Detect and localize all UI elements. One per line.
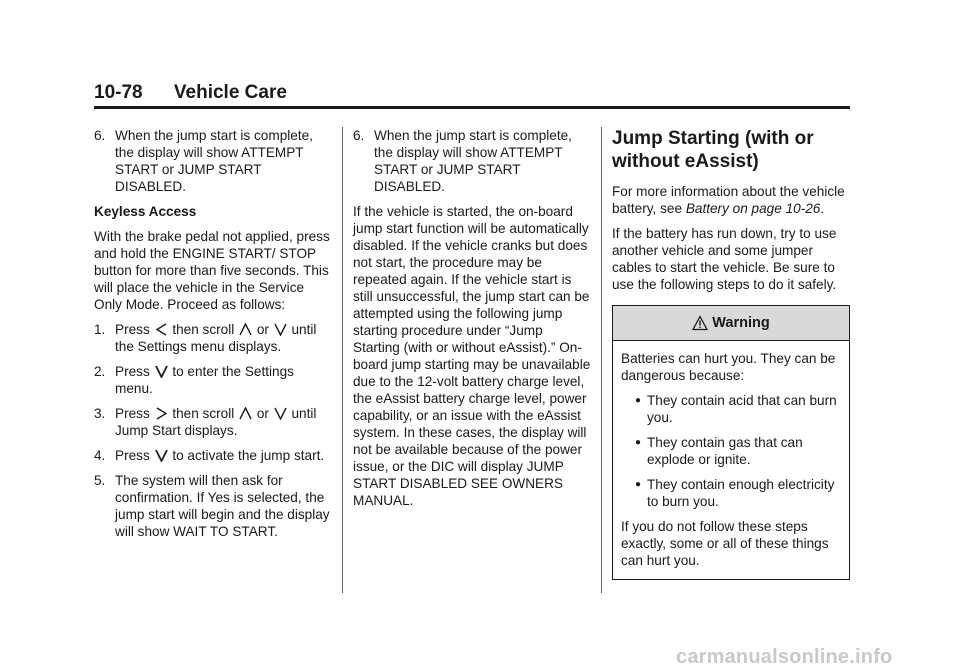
warning-intro: Batteries can hurt you. They can be dangerous because: xyxy=(621,351,836,383)
bullet-dot: ● xyxy=(635,479,642,490)
checkmark-icon xyxy=(155,365,168,378)
more-info-paragraph xyxy=(612,183,850,217)
step-number: 6. xyxy=(353,128,365,143)
section-title: Vehicle Care xyxy=(173,82,287,103)
chevron-left-icon xyxy=(155,323,168,336)
step-text: When the jump start is complete, the display will show ATTEMPT START or JUMP START DISABLED. xyxy=(374,128,572,194)
page-number: 10-78 xyxy=(94,82,143,103)
column-1 xyxy=(94,127,332,548)
battery-rundown-paragraph: If the battery has run down, try to use another vehicle and some jumper cables to start the vehicle. Be sure to use the following steps to do it safely. xyxy=(612,226,837,292)
step-word: until the Settings menu displays. xyxy=(115,322,317,354)
onboard-jump-start-paragraph: If the vehicle is started, the on-board jump start function will be automatically disabled. If the vehicle cranks but does not start, the procedure may be repeated again. If the vehicle start is still unsuccessful, the jump start can be attempted using the following jump starting procedure under “Jump Starting (with or without eAssist).” On-board jump starting may be unavailable due to the 12-volt battery charge level, the eAssist battery charge level, power capability, or an issue with the eAssist system. In these cases, the display will not be available because of the power issue, or the DIC will display JUMP START DISABLED SEE OWNERS MANUAL. xyxy=(353,204,591,508)
warning-bullet xyxy=(635,476,841,510)
step-text xyxy=(115,363,332,397)
warning-bullet xyxy=(635,392,841,426)
step-word: Press xyxy=(115,364,150,379)
chevron-up-icon xyxy=(239,407,252,420)
step-6 xyxy=(353,127,591,195)
watermark: carmanualsonline.info xyxy=(676,646,893,668)
bullet-text: They contain acid that can burn you. xyxy=(647,393,837,425)
step-text xyxy=(115,447,332,464)
step-word: or xyxy=(256,322,269,337)
step-text: When the jump start is complete, the display will show ATTEMPT START or JUMP START DISABLED. xyxy=(115,128,313,194)
battery-page-reference: Battery on page 10-26 xyxy=(685,201,821,216)
column-divider xyxy=(342,127,343,593)
step-5 xyxy=(94,472,332,540)
step-word: to activate the jump start. xyxy=(172,448,325,463)
step-4 xyxy=(94,447,332,464)
step-word: to enter the Settings menu. xyxy=(115,364,294,396)
step-text xyxy=(115,321,332,355)
step-word: or xyxy=(256,406,269,421)
step-text: The system will then ask for confirmation. If Yes is selected, the jump start will begin and the display will show WAIT TO START. xyxy=(115,473,330,539)
page-header xyxy=(94,82,850,109)
step-number: 1. xyxy=(94,322,106,337)
step-3 xyxy=(94,405,332,439)
step-word: then scroll xyxy=(172,406,235,421)
more-info-end: . xyxy=(820,201,825,216)
step-6-remote xyxy=(94,127,332,195)
jump-starting-heading: Jump Starting (with or without eAssist) xyxy=(612,128,814,172)
step-number: 5. xyxy=(94,473,106,488)
bullet-text: They contain enough electricity to burn you. xyxy=(647,477,835,509)
step-number: 2. xyxy=(94,364,106,379)
step-word: then scroll xyxy=(172,322,235,337)
step-word: Press xyxy=(115,322,150,337)
more-info-text: For more information about the vehicle battery, see xyxy=(612,184,845,216)
step-1 xyxy=(94,321,332,355)
step-word: Press xyxy=(115,406,150,421)
step-number: 3. xyxy=(94,406,106,421)
chevron-right-icon xyxy=(155,407,168,420)
chevron-down-icon xyxy=(274,407,287,420)
bullet-text: They contain gas that can explode or ignite. xyxy=(647,435,803,467)
warning-box xyxy=(612,305,850,580)
step-text xyxy=(115,405,332,439)
step-word: Press xyxy=(115,448,150,463)
chevron-down-icon xyxy=(274,323,287,336)
step-word: until Jump Start displays. xyxy=(115,406,317,438)
chevron-up-icon xyxy=(239,323,252,336)
warning-body xyxy=(613,341,849,579)
column-2 xyxy=(353,127,591,517)
warning-bullet xyxy=(635,434,841,468)
bullet-dot: ● xyxy=(635,395,642,406)
keyless-access-heading: Keyless Access xyxy=(94,204,197,219)
step-number: 4. xyxy=(94,448,106,463)
warning-outro: If you do not follow these steps exactly, some or all of these things can hurt you. xyxy=(621,519,829,568)
step-2 xyxy=(94,363,332,397)
bullet-dot: ● xyxy=(635,437,642,448)
keyless-intro: With the brake pedal not applied, press and hold the ENGINE START/ STOP button for more than five seconds. This will place the vehicle in the Service Only Mode. Proceed as follows: xyxy=(94,229,330,312)
warning-triangle-icon xyxy=(692,315,708,331)
warning-title: Warning xyxy=(712,314,770,331)
warning-header xyxy=(613,306,849,341)
column-divider xyxy=(601,127,602,593)
column-3 xyxy=(612,127,850,580)
step-number: 6. xyxy=(94,128,106,143)
checkmark-icon xyxy=(155,449,168,462)
